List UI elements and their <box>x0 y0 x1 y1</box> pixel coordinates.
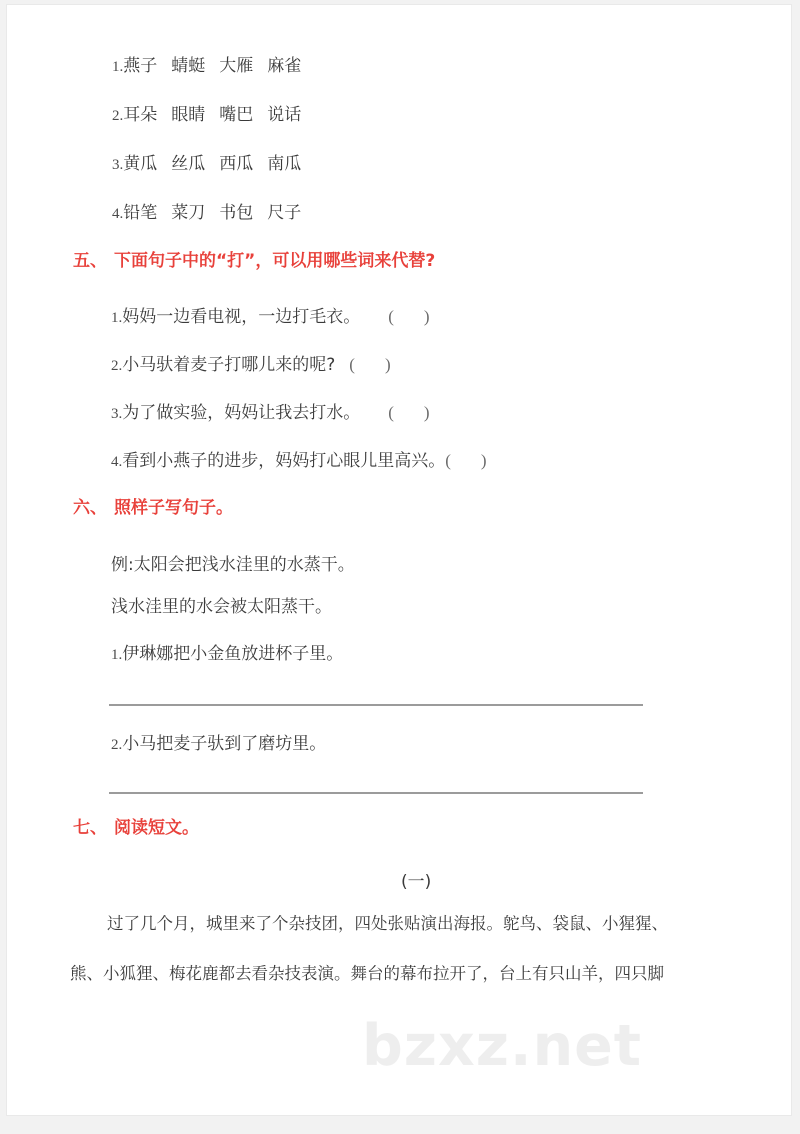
item-number: 2. <box>111 358 123 374</box>
answer-write-line[interactable] <box>109 792 643 794</box>
word: 南瓜 <box>267 154 302 174</box>
question-row <box>111 308 430 326</box>
word: 麻雀 <box>267 56 302 76</box>
word: 书包 <box>219 203 254 223</box>
answer-blank-close-paren: ) <box>384 355 391 374</box>
word: 蜻蜓 <box>171 56 206 76</box>
passage-line-text: 熊、小狐狸、梅花鹿都去看杂技表演。舞台的幕布拉开了，台上有只山羊，四只脚 <box>70 964 664 983</box>
worksheet-content <box>7 5 791 1115</box>
word: 丝瓜 <box>171 154 206 174</box>
section-label: 七、 <box>73 818 107 838</box>
section-heading-6 <box>73 500 233 517</box>
passage-line <box>70 966 664 983</box>
section-title: 下面句子中的“打”，可以用哪些词来代替? <box>114 251 436 271</box>
passage-line <box>107 916 668 933</box>
word-group-row <box>112 205 301 222</box>
section-label: 五、 <box>73 251 107 271</box>
word: 说话 <box>267 105 302 125</box>
section-label: 六、 <box>73 498 107 518</box>
word: 耳朵 <box>123 105 158 125</box>
item-number: 4. <box>112 206 124 222</box>
item-number: 1. <box>111 310 123 326</box>
word: 嘴巴 <box>219 105 254 125</box>
answer-blank-open-paren: ( <box>349 355 355 374</box>
question-text: 小马把麦子驮到了磨坊里。 <box>122 734 327 754</box>
item-number: 2. <box>111 737 123 753</box>
section-heading-5 <box>73 253 435 270</box>
answer-blank-open-paren: ( <box>445 451 451 470</box>
word: 燕子 <box>123 56 158 76</box>
item-number: 3. <box>111 406 123 422</box>
section-title: 照样子写句子。 <box>114 498 233 518</box>
question-text: 小马驮着麦子打哪儿来的呢? <box>122 355 336 375</box>
word: 黄瓜 <box>123 154 158 174</box>
answer-blank-open-paren: ( <box>388 403 394 422</box>
word: 眼睛 <box>171 105 206 125</box>
word-group-row <box>112 156 301 173</box>
item-number: 3. <box>112 157 124 173</box>
question-row <box>111 356 391 374</box>
item-number: 4. <box>111 454 123 470</box>
word: 西瓜 <box>219 154 254 174</box>
answer-blank-close-paren: ) <box>423 403 430 422</box>
question-text: 伊琳娜把小金鱼放进杯子里。 <box>122 644 344 664</box>
answer-write-line[interactable] <box>109 704 643 706</box>
word: 尺子 <box>267 203 302 223</box>
item-number: 2. <box>112 108 124 124</box>
answer-blank-close-paren: ) <box>480 451 487 470</box>
question-text: 看到小燕子的进步，妈妈打心眼儿里高兴。 <box>122 451 446 471</box>
question-row <box>111 736 326 753</box>
site-watermark: bzxz.net <box>362 1013 643 1079</box>
worksheet-page <box>6 4 792 1116</box>
item-number: 1. <box>112 59 124 75</box>
section-title: 阅读短文。 <box>114 818 199 838</box>
example-prompt: 例:太阳会把浅水洼里的水蒸干。 <box>111 555 355 575</box>
word: 菜刀 <box>171 203 206 223</box>
word: 铅笔 <box>123 203 158 223</box>
question-text: 妈妈一边看电视，一边打毛衣。 <box>122 307 361 327</box>
answer-blank-close-paren: ) <box>423 307 430 326</box>
word: 大雁 <box>219 56 254 76</box>
question-row <box>111 404 430 422</box>
word-group-row <box>112 107 301 124</box>
question-row <box>111 646 343 663</box>
question-row <box>111 452 487 470</box>
answer-blank-open-paren: ( <box>388 307 394 326</box>
passage-subtitle: (一) <box>401 872 432 892</box>
item-number: 1. <box>111 647 123 663</box>
example-answer: 浅水洼里的水会被太阳蒸干。 <box>111 597 332 617</box>
passage-line-text: 过了几个月，城里来了个杂技团，四处张贴演出海报。鸵鸟、袋鼠、小猩猩、 <box>107 914 668 933</box>
question-text: 为了做实验，妈妈让我去打水。 <box>122 403 361 423</box>
section-heading-7 <box>73 820 199 837</box>
word-group-row <box>112 58 301 75</box>
